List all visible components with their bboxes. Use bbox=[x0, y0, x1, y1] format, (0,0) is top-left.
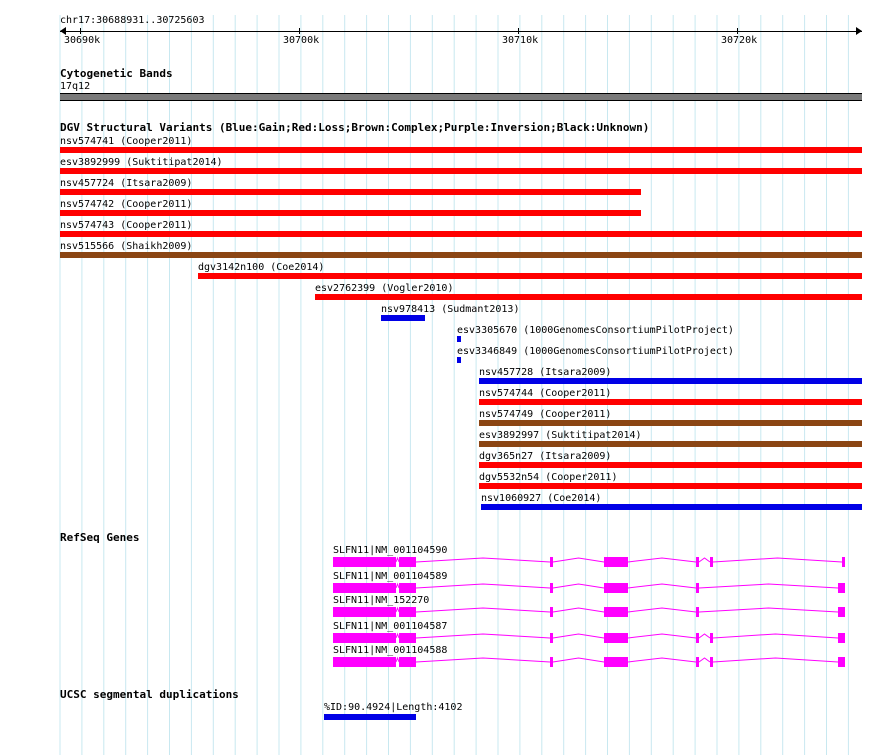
intron-line bbox=[699, 608, 838, 612]
intron-line bbox=[416, 608, 550, 612]
exon-block bbox=[838, 583, 845, 593]
exon-block bbox=[696, 583, 699, 593]
intron-line bbox=[713, 558, 842, 562]
intron-line bbox=[416, 658, 550, 662]
dgv-feature-label[interactable]: nsv978413 (Sudmant2013) bbox=[381, 304, 520, 315]
intron-line bbox=[416, 584, 550, 588]
intron-line bbox=[553, 658, 604, 662]
exon-block bbox=[550, 633, 553, 643]
exon-block bbox=[842, 557, 845, 567]
dgv-feature-label[interactable]: dgv365n27 (Itsara2009) bbox=[479, 451, 612, 462]
intron-line bbox=[699, 558, 710, 562]
intron-line bbox=[396, 608, 399, 612]
dgv-feature-label[interactable]: nsv574749 (Cooper2011) bbox=[479, 409, 612, 420]
exon-block bbox=[399, 633, 416, 643]
exon-block bbox=[604, 607, 628, 617]
exon-block bbox=[696, 657, 699, 667]
dgv-feature-label[interactable]: nsv515566 (Shaikh2009) bbox=[60, 241, 193, 252]
exon-block bbox=[710, 557, 713, 567]
dgv-feature-label[interactable]: esv2762399 (Vogler2010) bbox=[315, 283, 454, 294]
dgv-feature-label[interactable]: nsv574744 (Cooper2011) bbox=[479, 388, 612, 399]
exon-block bbox=[333, 657, 368, 667]
refseq-track-title: RefSeq Genes bbox=[60, 531, 140, 544]
exon-block bbox=[333, 583, 368, 593]
intron-line bbox=[553, 608, 604, 612]
intron-line bbox=[628, 634, 696, 638]
refseq-transcript-label[interactable]: SLFN11|NM_152270 bbox=[333, 595, 430, 606]
dgv-feature-label[interactable]: nsv574743 (Cooper2011) bbox=[60, 220, 193, 231]
dgv-feature-label[interactable]: esv3305670 (1000GenomesConsortiumPilotProject) bbox=[457, 325, 734, 336]
exon-block bbox=[368, 633, 396, 643]
dgv-feature-label[interactable]: nsv457728 (Itsara2009) bbox=[479, 367, 612, 378]
intron-line bbox=[553, 558, 604, 562]
refseq-transcript-label[interactable]: SLFN11|NM_001104590 bbox=[333, 545, 448, 556]
intron-line bbox=[396, 634, 399, 638]
dgv-feature-label[interactable]: nsv574741 (Cooper2011) bbox=[60, 136, 193, 147]
exon-block bbox=[838, 607, 845, 617]
intron-line bbox=[416, 558, 550, 562]
intron-line bbox=[553, 634, 604, 638]
dgv-feature-label[interactable]: esv3346849 (1000GenomesConsortiumPilotProject) bbox=[457, 346, 734, 357]
exon-block bbox=[333, 557, 368, 567]
exon-block bbox=[604, 657, 628, 667]
exon-block bbox=[399, 583, 416, 593]
dgv-feature-label[interactable]: nsv574742 (Cooper2011) bbox=[60, 199, 193, 210]
intron-line bbox=[416, 634, 550, 638]
intron-line bbox=[628, 608, 696, 612]
intron-line bbox=[396, 658, 399, 662]
refseq-transcript-label[interactable]: SLFN11|NM_001104587 bbox=[333, 621, 448, 632]
intron-line bbox=[553, 584, 604, 588]
exon-block bbox=[710, 633, 713, 643]
ruler-tick-label: 30700k bbox=[283, 35, 320, 46]
exon-block bbox=[550, 607, 553, 617]
exon-block bbox=[368, 557, 396, 567]
dgv-feature-label[interactable]: esv3892997 (Suktitipat2014) bbox=[479, 430, 642, 441]
intron-line bbox=[699, 584, 838, 588]
intron-line bbox=[699, 658, 710, 662]
exon-block bbox=[368, 607, 396, 617]
exon-block bbox=[838, 633, 845, 643]
segdup-track-title: UCSC segmental duplications bbox=[60, 688, 239, 701]
exon-block bbox=[604, 557, 628, 567]
ruler-tick-label: 30690k bbox=[64, 35, 101, 46]
exon-block bbox=[550, 657, 553, 667]
exon-block bbox=[550, 557, 553, 567]
exon-block bbox=[333, 607, 368, 617]
exon-block bbox=[838, 657, 845, 667]
exon-block bbox=[368, 583, 396, 593]
exon-block bbox=[604, 583, 628, 593]
refseq-transcript-label[interactable]: SLFN11|NM_001104589 bbox=[333, 571, 448, 582]
intron-line bbox=[396, 558, 399, 562]
ruler-tick-label: 30720k bbox=[721, 35, 758, 46]
exon-block bbox=[399, 607, 416, 617]
segdup-feature-bar[interactable] bbox=[324, 714, 416, 720]
intron-line bbox=[713, 634, 838, 638]
dgv-track-title: DGV Structural Variants (Blue:Gain;Red:Loss;Brown:Complex;Purple:Inversion;Black:Unknown) bbox=[60, 121, 650, 134]
intron-line bbox=[628, 584, 696, 588]
ruler-location: chr17:30688931..30725603 bbox=[60, 15, 205, 26]
exon-block bbox=[368, 657, 396, 667]
exon-block bbox=[710, 657, 713, 667]
intron-line bbox=[396, 584, 399, 588]
ruler-tick-label: 30710k bbox=[502, 35, 539, 46]
dgv-feature-label[interactable]: esv3892999 (Suktitipat2014) bbox=[60, 157, 223, 168]
refseq-transcript-label[interactable]: SLFN11|NM_001104588 bbox=[333, 645, 448, 656]
cytoband-label: 17q12 bbox=[60, 81, 91, 92]
segdup-feature-label[interactable]: %ID:90.4924|Length:4102 bbox=[324, 702, 463, 713]
exon-block bbox=[696, 607, 699, 617]
exon-block bbox=[604, 633, 628, 643]
exon-block bbox=[333, 633, 368, 643]
exon-block bbox=[399, 557, 416, 567]
exon-block bbox=[550, 583, 553, 593]
exon-block bbox=[399, 657, 416, 667]
dgv-feature-label[interactable]: nsv1060927 (Coe2014) bbox=[481, 493, 602, 504]
dgv-feature-label[interactable]: dgv5532n54 (Cooper2011) bbox=[479, 472, 618, 483]
intron-line bbox=[699, 634, 710, 638]
dgv-feature-label[interactable]: nsv457724 (Itsara2009) bbox=[60, 178, 193, 189]
intron-line bbox=[628, 658, 696, 662]
dgv-feature-label[interactable]: dgv3142n100 (Coe2014) bbox=[198, 262, 325, 273]
exon-block bbox=[696, 557, 699, 567]
intron-line bbox=[713, 658, 838, 662]
exon-block bbox=[696, 633, 699, 643]
intron-line bbox=[628, 558, 696, 562]
cytoband-track-title: Cytogenetic Bands bbox=[60, 67, 173, 80]
